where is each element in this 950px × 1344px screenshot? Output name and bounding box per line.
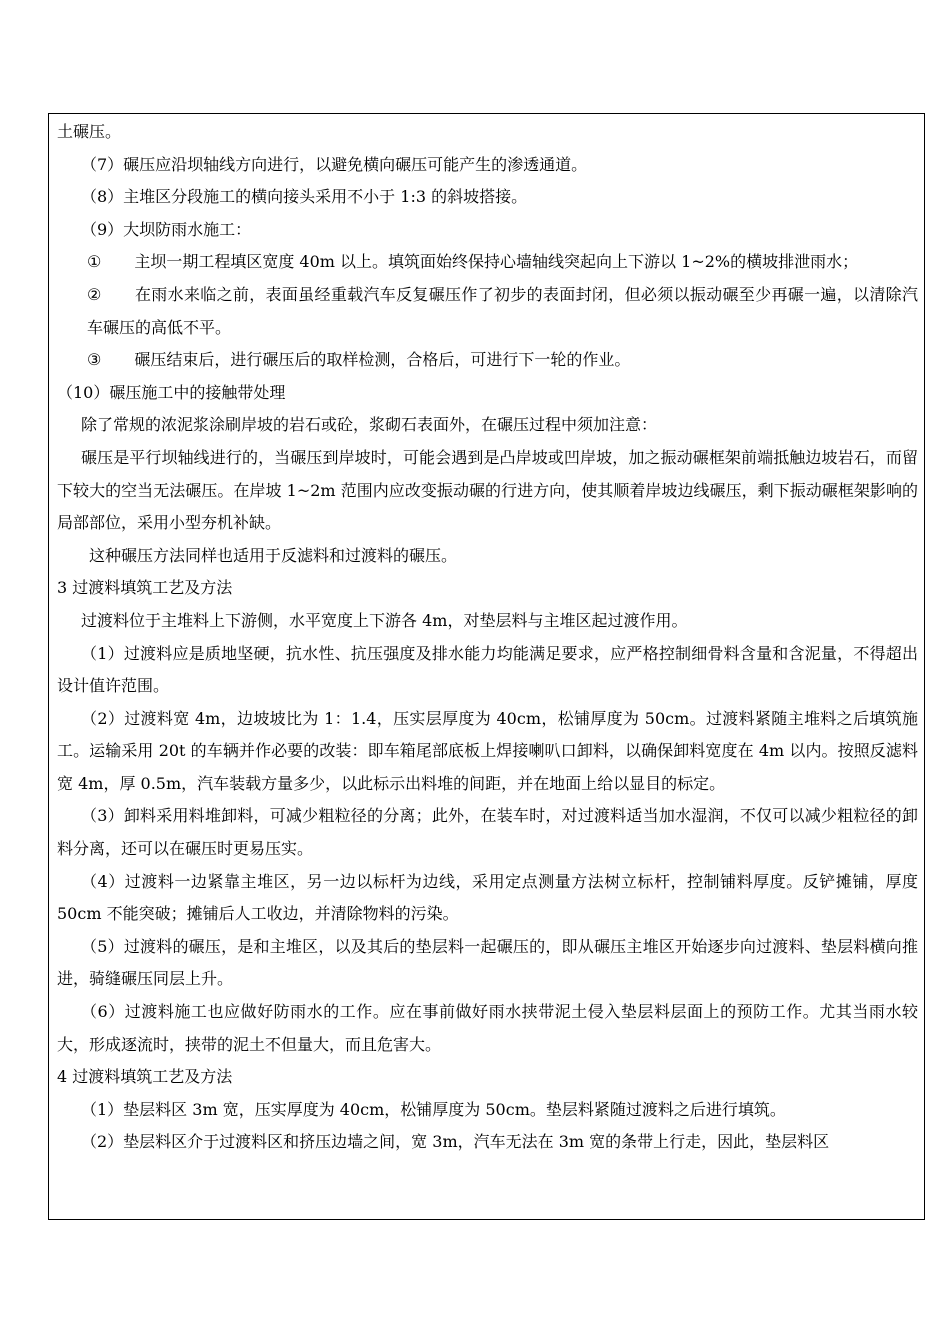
- item-text: 主坝一期工程填区宽度 40m 以上。填筑面始终保持心墙轴线突起向上下游以 1~2%的横坡排泄雨水；: [134, 252, 859, 272]
- paragraph: （9）大坝防雨水施工：: [81, 219, 252, 239]
- paragraph: 碾压是平行坝轴线进行的，当碾压到岸坡时，可能会遇到是凸岸坡或凹岸坡，加之振动碾框架前端抵触边坡岩石，而留下较大的空当无法碾压。在岸坡 1~2m 范围内应改变振动碾的行进方向，使其顺着岸坡边线碾压，剩下振动碾框架影响的局部部位，采用小型夯机补缺。: [57, 447, 918, 533]
- numbered-item: [57, 246, 918, 279]
- paragraph: （1）过渡料应是质地坚硬，抗水性、抗压强度及排水能力均能满足要求，应严格控制细骨料含量和含泥量，不得超出设计值许范围。: [57, 643, 918, 696]
- document-body: [57, 116, 918, 1159]
- paragraph: （1）垫层料区 3m 宽，压实厚度为 40cm，松铺厚度为 50cm。垫层料紧随过渡料之后进行填筑。: [81, 1099, 786, 1119]
- document-frame: [48, 113, 925, 1220]
- paragraph: 除了常规的浓泥浆涂刷岸坡的岩石或砼，浆砌石表面外，在碾压过程中须加注意：: [81, 415, 658, 435]
- section-heading: 3 过渡料填筑工艺及方法: [57, 578, 233, 598]
- item-marker: ②: [87, 284, 102, 304]
- paragraph: （6）过渡料施工也应做好防雨水的工作。应在事前做好雨水挟带泥土侵入垫层料层面上的预防工作。尤其当雨水较大，形成逐流时，挟带的泥土不但量大，而且危害大。: [57, 1002, 918, 1054]
- paragraph: 过渡料位于主堆料上下游侧，水平宽度上下游各 4m，对垫层料与主堆区起过渡作用。: [81, 610, 688, 630]
- item-text: 碾压结束后，进行碾压后的取样检测，合格后，可进行下一轮的作业。: [134, 350, 631, 370]
- item-text: 在雨水来临之前，表面虽经重载汽车反复碾压作了初步的表面封闭，但必须以振动碾至少再碾一遍，以清除汽车碾压的高低不平。: [87, 284, 918, 337]
- paragraph: （2）过渡料宽 4m，边坡坡比为 1：1.4，压实层厚度为 40cm，松铺厚度为 50cm。过渡料紧随主堆料之后填筑施工。运输采用 20t 的车辆并作必要的改装：即车箱尾部底板上焊接喇叭口卸料，以确保卸料宽度在 4m 以内。按照反滤料宽 4m，厚 0.5m，汽车装载方量多少，以此标示出料堆的间距，并在地面上给以显目的标定。: [57, 708, 918, 793]
- item-marker: ③: [87, 350, 102, 370]
- paragraph: 这种碾压方法同样也适用于反滤料和过渡料的碾压。: [89, 545, 458, 565]
- paragraph: （10）碾压施工中的接触带处理: [57, 382, 286, 402]
- paragraph: （4）过渡料一边紧靠主堆区，另一边以标杆为边线，采用定点测量方法树立标杆，控制铺料厚度。反铲摊铺，厚度 50cm 不能突破；摊铺后人工收边，并清除物料的污染。: [57, 871, 918, 924]
- numbered-item: [57, 279, 918, 344]
- paragraph: （5）过渡料的碾压，是和主堆区，以及其后的垫层料一起碾压的，即从碾压主堆区开始逐步向过渡料、垫层料横向推进，骑缝碾压同层上升。: [57, 936, 918, 989]
- paragraph: （3）卸料采用料堆卸料，可减少粗粒径的分离；此外，在装车时，对过渡料适当加水湿润，不仅可以减少粗粒径的卸料分离，还可以在碾压时更易压实。: [57, 806, 918, 859]
- section-heading: 4 过渡料填筑工艺及方法: [57, 1067, 233, 1087]
- paragraph: （2）垫层料区介于过渡料区和挤压边墙之间，宽 3m，汽车无法在 3m 宽的条带上行走，因此，垫层料区: [81, 1132, 830, 1152]
- paragraph: （8）主堆区分段施工的横向接头采用不小于 1:3 的斜坡搭接。: [81, 187, 528, 207]
- item-marker: ①: [87, 252, 102, 272]
- numbered-item: [57, 344, 918, 377]
- paragraph: （7）碾压应沿坝轴线方向进行，以避免横向碾压可能产生的渗透通道。: [81, 154, 588, 174]
- paragraph: 土碾压。: [57, 122, 122, 141]
